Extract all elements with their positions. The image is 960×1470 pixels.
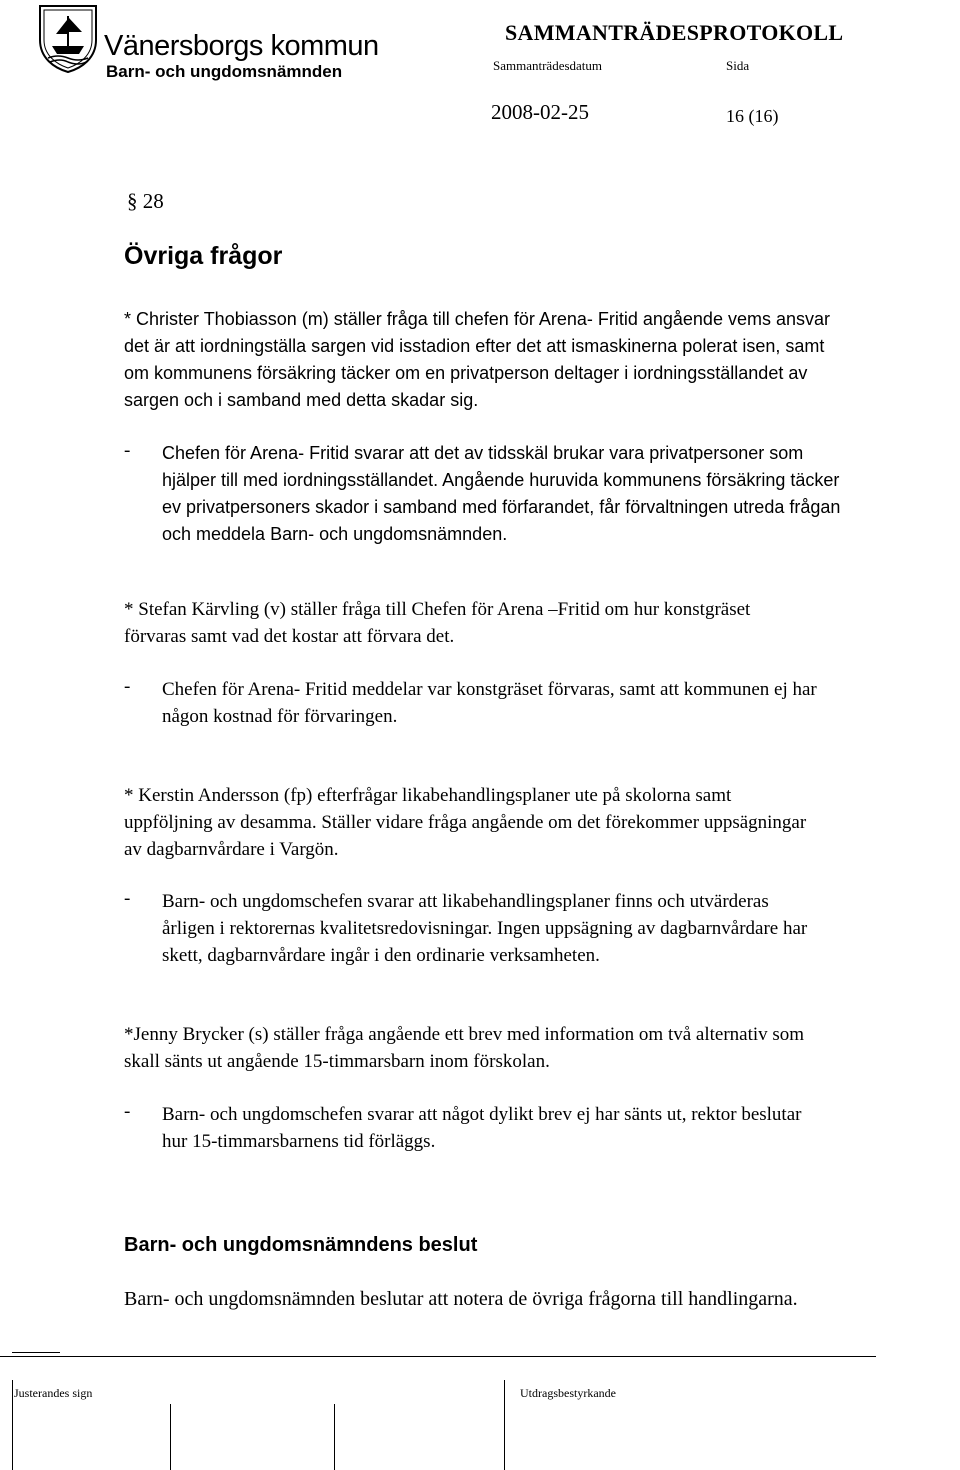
question-4 [124, 1021, 804, 1075]
answer-3-dash: - [124, 888, 131, 909]
question-2 [124, 596, 750, 650]
answer-4-line: Barn- och ungdomschefen svarar att något dylikt brev ej har sänts ut, rektor beslutar [162, 1104, 802, 1125]
section-title: Övriga frågor [124, 242, 283, 270]
answer-4-line: hur 15-timmarsbarnens tid förläggs. [162, 1131, 436, 1152]
answer-1-dash: - [124, 440, 131, 461]
question-1-line: det är att iordningställa sargen vid isstadion efter det att ismaskinerna polerat isen, samt [124, 336, 825, 356]
answer-2-line: någon kostnad för förvaringen. [162, 706, 398, 727]
signature-label: Justerandes sign [14, 1386, 93, 1400]
answer-1-line: och meddela Barn- och ungdomsnämnden. [162, 524, 508, 544]
excerpt-certification-label: Utdragsbestyrkande [520, 1386, 616, 1400]
meeting-date-label: Sammanträdesdatum [493, 58, 603, 73]
meeting-date-value: 2008-02-25 [491, 100, 589, 124]
question-2-line: förvaras samt vad det kostar att förvara det. [124, 626, 455, 647]
question-3-line: uppföljning av desamma. Ställer vidare fråga angående om det förekommer uppsägningar [124, 812, 807, 833]
question-1-line: sargen och i samband med detta skadar sig. [124, 390, 479, 410]
decision-heading: Barn- och ungdomsnämndens beslut [124, 1234, 478, 1256]
answer-1-line: ev privatpersoners skador i samband med förfarandet, får förvaltningen utreda frågan [162, 497, 841, 517]
question-1 [124, 306, 830, 414]
question-3-line: * Kerstin Andersson (fp) efterfrågar likabehandlingsplaner ute på skolorna samt [124, 785, 732, 806]
section-number: § 28 [127, 189, 164, 213]
question-4-line: *Jenny Brycker (s) ställer fråga angående ett brev med information om två alternativ som [124, 1024, 805, 1045]
answer-3-line: Barn- och ungdomschefen svarar att likabehandlingsplaner finns och utvärderas [162, 891, 769, 912]
organization-unit: Barn- och ungdomsnämnden [106, 62, 343, 81]
answer-1-line: Chefen för Arena- Fritid svarar att det av tidsskäl brukar vara privatpersoner som [162, 443, 804, 463]
question-4-line: skall sänts ut angående 15-timmarsbarn inom förskolan. [124, 1051, 550, 1072]
page-number-value: 16 (16) [726, 106, 779, 126]
signature-box-border [334, 1404, 335, 1470]
organization-name: Vänersborgs kommun [104, 30, 379, 62]
answer-2 [162, 676, 817, 730]
question-3-line: av dagbarnvårdare i Vargön. [124, 839, 339, 860]
answer-2-line: Chefen för Arena- Fritid meddelar var konstgräset förvaras, samt att kommunen ej har [162, 679, 817, 700]
answer-4 [162, 1101, 801, 1155]
signature-box-border [170, 1404, 171, 1470]
question-3 [124, 782, 806, 863]
question-2-line: * Stefan Kärvling (v) ställer fråga till Chefen för Arena –Fritid om hur konstgräset [124, 599, 751, 620]
signature-box-border [12, 1380, 13, 1470]
footer-divider [0, 1356, 876, 1357]
answer-3-line: årligen i rektorernas kvalitetsredovisningar. Ingen uppsägning av dagbarnvårdare har [162, 918, 808, 939]
answer-3-line: skett, dagbarnvårdare ingår i den ordinarie verksamheten. [162, 945, 600, 966]
answer-3 [162, 888, 807, 969]
decision-text: Barn- och ungdomsnämnden beslutar att notera de övriga frågorna till handlingarna. [124, 1288, 798, 1310]
answer-2-dash: - [124, 676, 131, 697]
question-1-line: * Christer Thobiasson (m) ställer fråga till chefen för Arena- Fritid angående vems ansvar [124, 309, 830, 329]
answer-1-line: hjälper till med iordningsställandet. Angående huruvida kommunens försäkring täcker [162, 470, 840, 490]
footnote-separator [12, 1352, 60, 1353]
page-label: Sida [726, 58, 750, 73]
excerpt-box-border [504, 1380, 505, 1470]
document-type-title: SAMMANTRÄDESPROTOKOLL [505, 20, 844, 45]
answer-1 [162, 440, 840, 548]
municipality-coat-of-arms-logo [34, 2, 102, 74]
question-1-line: om kommunens försäkring täcker om en privatperson deltager i iordningsställandet av [124, 363, 808, 383]
answer-4-dash: - [124, 1101, 131, 1122]
